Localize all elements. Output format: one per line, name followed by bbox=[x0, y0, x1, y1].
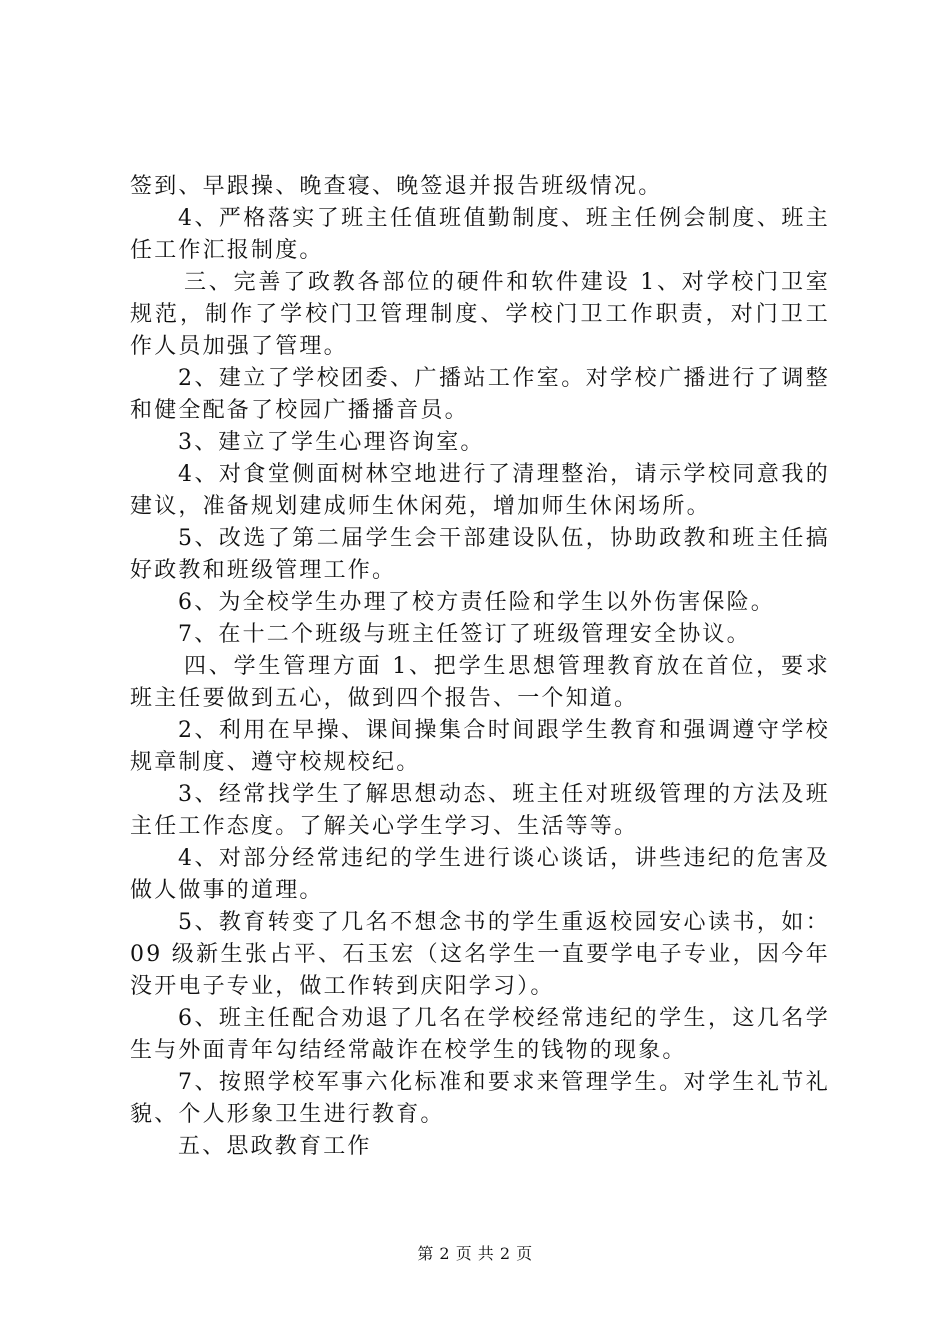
paragraph-item-4-canteen: 4、对食堂侧面树林空地进行了清理整治，请示学校同意我的建议，准备规划建成师生休闲苑，增加师生休闲场所。 bbox=[130, 462, 830, 519]
paragraph-item-2-morning-exercise: 2、利用在早操、课间操集合时间跟学生教育和强调遵守学校规章制度、遵守校规校纪。 bbox=[130, 718, 830, 775]
paragraph-item-4-duty-system: 4、严格落实了班主任值班值勤制度、班主任例会制度、班主任工作汇报制度。 bbox=[130, 206, 830, 263]
paragraph-item-3-counseling: 3、建立了学生心理咨询室。 bbox=[178, 430, 485, 455]
paragraph-item-4-discipline: 4、对部分经常违纪的学生进行谈心谈话，讲些违纪的危害及做人做事的道理。 bbox=[130, 846, 830, 903]
section-heading-three: 三、完善了政教各部位的硬件和软件建设 1、对学校门卫室规范，制作了学校门卫管理制度、学校门卫工作职责，对门卫工作人员加强了管理。 bbox=[130, 270, 830, 359]
paragraph-continuation: 签到、早跟操、晚查寝、晚签退并报告班级情况。 bbox=[130, 174, 663, 199]
paragraph-item-7-military-standard: 7、按照学校军事六化标准和要求来管理学生。对学生礼节礼貌、个人形象卫生进行教育。 bbox=[130, 1070, 830, 1127]
section-heading-five: 五、思政教育工作 bbox=[178, 1134, 372, 1159]
section-heading-four: 四、学生管理方面 1、把学生思想管理教育放在首位，要求班主任要做到五心，做到四个报告、一个知道。 bbox=[130, 654, 830, 711]
paragraph-item-3-student-talks: 3、经常找学生了解思想动态、班主任对班级管理的方法及班主任工作态度。了解关心学生学习、生活等等。 bbox=[130, 782, 830, 839]
paragraph-item-6-dismissal: 6、班主任配合劝退了几名在学校经常违纪的学生，这几名学生与外面青年勾结经常敲诈在校学生的钱物的现象。 bbox=[130, 1006, 830, 1063]
paragraph-item-5-student-union: 5、改选了第二届学生会干部建设队伍，协助政教和班主任搞好政教和班级管理工作。 bbox=[130, 526, 830, 583]
page-footer: 第 2 页 共 2 页 bbox=[417, 1244, 533, 1263]
paragraph-item-5-return-to-school: 5、教育转变了几名不想念书的学生重返校园安心读书，如：09 级新生张占平、石玉宏（这名学生一直要学电子专业，因今年没开电子专业，做工作转到庆阳学习）。 bbox=[130, 910, 830, 999]
paragraph-item-6-insurance: 6、为全校学生办理了校方责任险和学生以外伤害保险。 bbox=[178, 590, 775, 615]
paragraph-item-2-broadcast: 2、建立了学校团委、广播站工作室。对学校广播进行了调整和健全配备了校园广播播音员。 bbox=[130, 366, 830, 423]
paragraph-item-7-agreement: 7、在十二个班级与班主任签订了班级管理安全协议。 bbox=[178, 622, 751, 647]
document-body bbox=[130, 171, 830, 1163]
